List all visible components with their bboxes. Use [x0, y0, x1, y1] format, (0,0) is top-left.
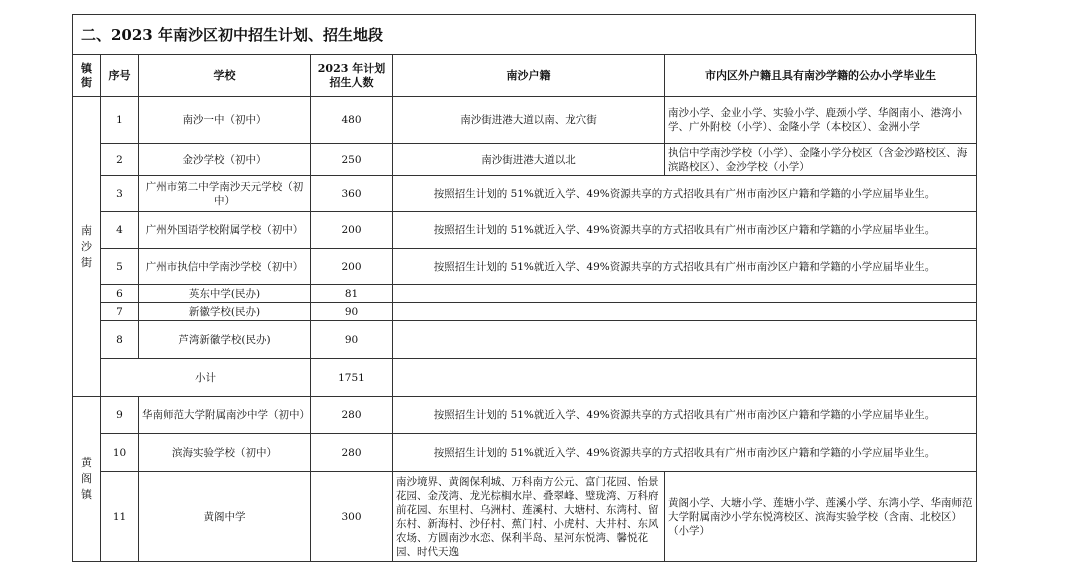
header-other: 市内区外户籍且具有南沙学籍的公办小学毕业生: [665, 55, 977, 97]
row-seq: 3: [101, 176, 139, 212]
table-row: [73, 144, 977, 176]
row-school: 广州市第二中学南沙天元学校（初中）: [139, 176, 311, 212]
table-row: [73, 176, 977, 212]
table-row: [73, 397, 977, 434]
table-row: [73, 434, 977, 472]
row-school: 金沙学校（初中）: [139, 144, 311, 176]
table-row: [73, 212, 977, 249]
table-header-row: [73, 55, 977, 97]
row-nansha: 南沙街进港大道以南、龙穴街: [393, 97, 665, 144]
row-seq: 2: [101, 144, 139, 176]
header-nansha: 南沙户籍: [393, 55, 665, 97]
row-empty: [393, 303, 977, 321]
subtotal-value: 1751: [311, 359, 393, 397]
row-plan: 200: [311, 249, 393, 285]
row-school: 华南师范大学附属南沙中学（初中）: [139, 397, 311, 434]
row-seq: 11: [101, 472, 139, 562]
table-row: [73, 285, 977, 303]
row-plan: 90: [311, 303, 393, 321]
row-school: 新徽学校(民办): [139, 303, 311, 321]
table-row: [73, 321, 977, 359]
row-other: 黄阁小学、大塘小学、莲塘小学、莲溪小学、东湾小学、华南师范大学附属南沙小学东悦湾校区、滨海实验学校（含南、北校区）（小学）: [665, 472, 977, 562]
document: [72, 14, 976, 562]
row-plan: 280: [311, 434, 393, 472]
header-school: 学校: [139, 55, 311, 97]
table-row: [73, 97, 977, 144]
row-merged: 按照招生计划的 51%就近入学、49%资源共享的方式招收具有广州市南沙区户籍和学籍的小学应届毕业生。: [393, 212, 977, 249]
subtotal-label: 小计: [101, 359, 311, 397]
row-plan: 280: [311, 397, 393, 434]
row-nansha: 南沙境界、黄阁保利城、万科南方公元、富门花园、怡景花园、金茂湾、龙光棕榈水岸、叠翠峰、璧珑湾、万科府前花园、东里村、乌洲村、莲溪村、大塘村、东湾村、留东村、新海村、沙仔村、蕉门村、小虎村、大井村、东风农场、方圆南沙水恋、保利半岛、星河东悦湾、馨悦花园、时代天逸: [393, 472, 665, 562]
row-school: 滨海实验学校（初中）: [139, 434, 311, 472]
town-nansha: 南沙街: [73, 97, 101, 397]
row-school: 广州外国语学校附属学校（初中）: [139, 212, 311, 249]
row-other: 执信中学南沙学校（小学）、金隆小学分校区（含金沙路校区、海滨路校区）、金沙学校（小学）: [665, 144, 977, 176]
row-seq: 5: [101, 249, 139, 285]
row-empty: [393, 321, 977, 359]
row-school: 南沙一中（初中）: [139, 97, 311, 144]
row-plan: 81: [311, 285, 393, 303]
row-seq: 9: [101, 397, 139, 434]
row-school: 芦湾新徽学校(民办): [139, 321, 311, 359]
row-seq: 1: [101, 97, 139, 144]
subtotal-row: [73, 359, 977, 397]
row-seq: 6: [101, 285, 139, 303]
table-row: [73, 472, 977, 562]
row-school: 英东中学(民办): [139, 285, 311, 303]
row-merged: 按照招生计划的 51%就近入学、49%资源共享的方式招收具有广州市南沙区户籍和学籍的小学应届毕业生。: [393, 249, 977, 285]
section-title: 二、2023 年南沙区初中招生计划、招生地段: [72, 14, 976, 54]
row-other: 南沙小学、金业小学、实验小学、鹿颈小学、华阁南小、港湾小学、广外附校（小学）、金隆小学（本校区）、金洲小学: [665, 97, 977, 144]
header-plan: 2023 年计划招生人数: [311, 55, 393, 97]
header-town: 镇街: [73, 55, 101, 97]
row-seq: 4: [101, 212, 139, 249]
header-seq: 序号: [101, 55, 139, 97]
row-plan: 90: [311, 321, 393, 359]
row-merged: 按照招生计划的 51%就近入学、49%资源共享的方式招收具有广州市南沙区户籍和学籍的小学应届毕业生。: [393, 176, 977, 212]
row-school: 广州市执信中学南沙学校（初中）: [139, 249, 311, 285]
row-plan: 480: [311, 97, 393, 144]
row-seq: 7: [101, 303, 139, 321]
row-school: 黄阁中学: [139, 472, 311, 562]
row-plan: 300: [311, 472, 393, 562]
row-seq: 10: [101, 434, 139, 472]
enrollment-table: [72, 54, 977, 562]
row-merged: 按照招生计划的 51%就近入学、49%资源共享的方式招收具有广州市南沙区户籍和学籍的小学应届毕业生。: [393, 397, 977, 434]
row-plan: 360: [311, 176, 393, 212]
row-plan: 250: [311, 144, 393, 176]
row-seq: 8: [101, 321, 139, 359]
row-empty: [393, 285, 977, 303]
row-nansha: 南沙街进港大道以北: [393, 144, 665, 176]
table-row: [73, 249, 977, 285]
table-row: [73, 303, 977, 321]
row-plan: 200: [311, 212, 393, 249]
row-merged: 按照招生计划的 51%就近入学、49%资源共享的方式招收具有广州市南沙区户籍和学籍的小学应届毕业生。: [393, 434, 977, 472]
town-huangge: 黄阁镇: [73, 397, 101, 562]
row-empty: [393, 359, 977, 397]
